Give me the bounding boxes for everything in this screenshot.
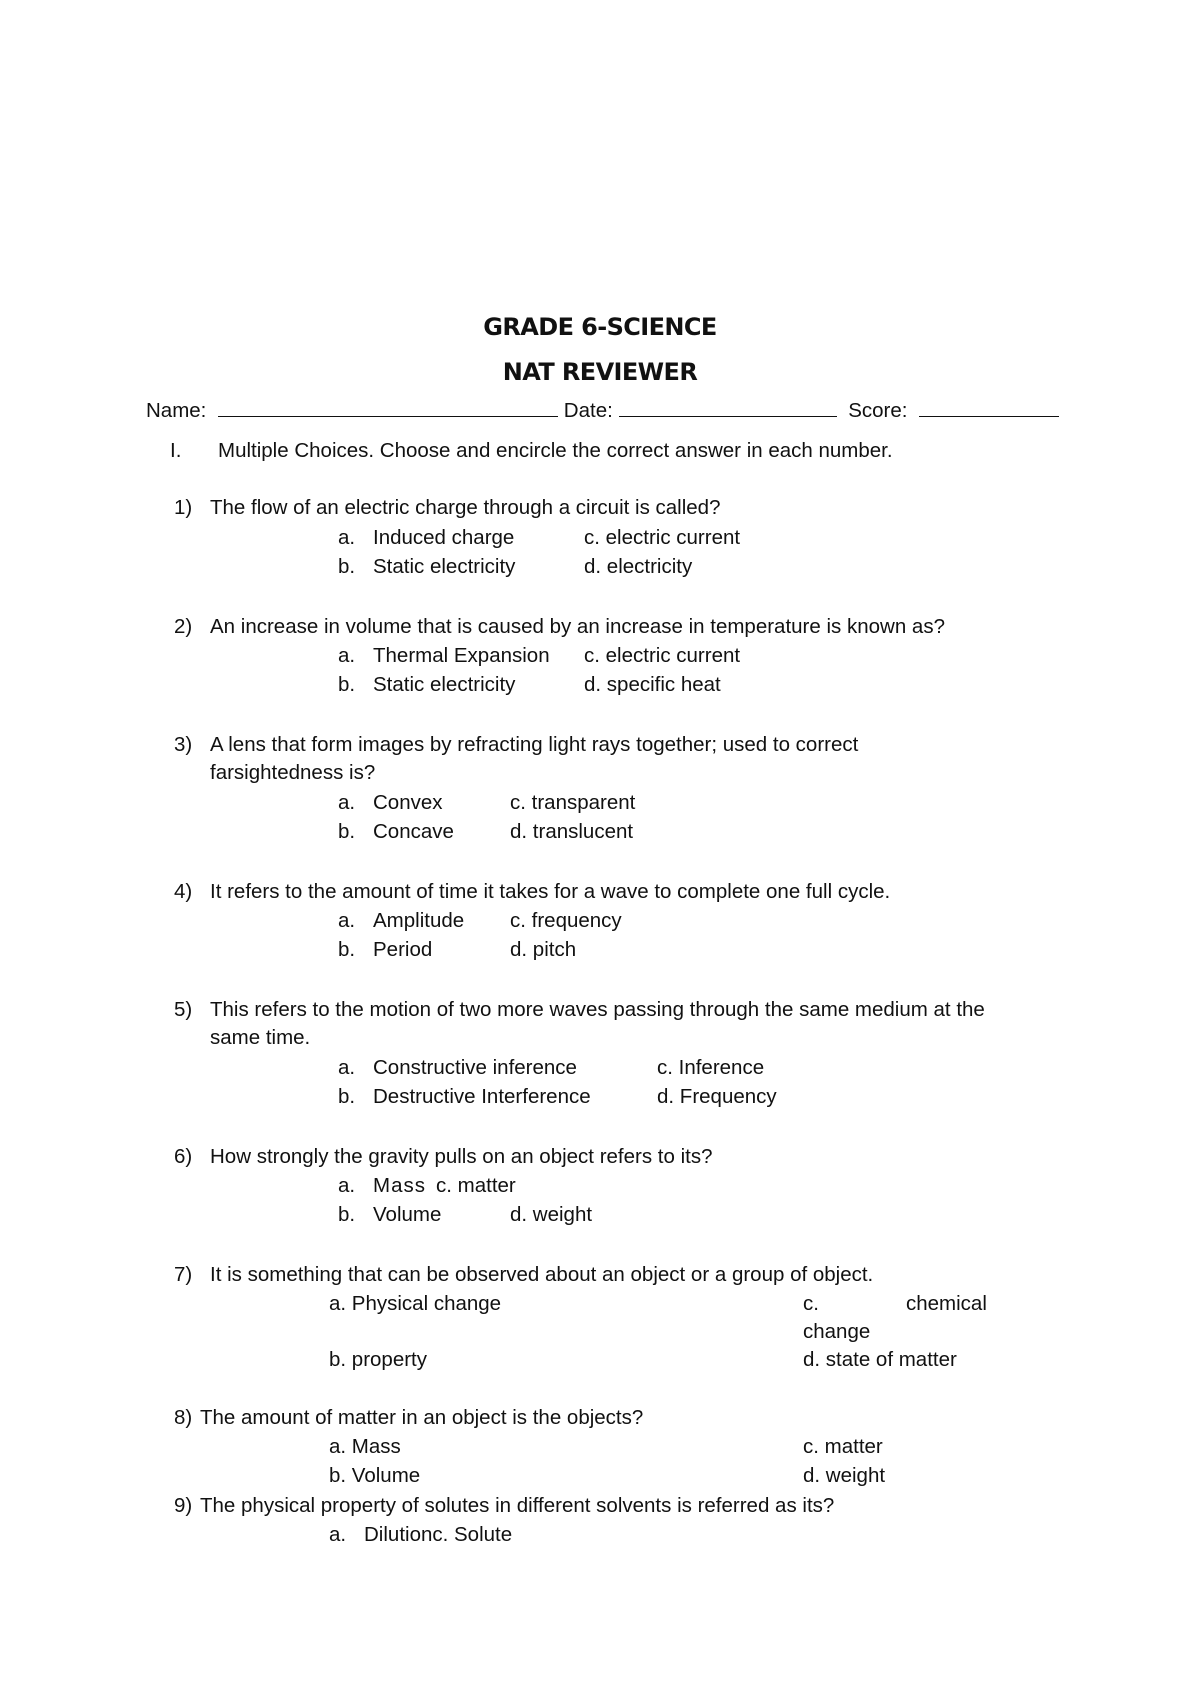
choice-letter: b. — [338, 673, 356, 696]
choice-d: d. translucent — [510, 820, 634, 843]
choice-c: c. frequency — [510, 909, 622, 932]
question-text: It is something that can be observed about an object or a group of object. — [210, 1263, 874, 1286]
choice-letter: b. — [338, 938, 356, 961]
choice-c: c. transparent — [510, 791, 636, 814]
choice-a: Amplitude — [373, 909, 465, 932]
choice-b: b. Volume — [329, 1464, 421, 1487]
choice-a: a. Mass — [329, 1435, 401, 1458]
choice-letter: c. — [803, 1292, 819, 1315]
choice-letter: a. — [338, 1056, 356, 1079]
choice-letter: a. — [338, 644, 356, 667]
question-text: It refers to the amount of time it takes for a wave to complete one full cycle. — [210, 880, 891, 903]
question-number: 9) — [174, 1494, 193, 1517]
choice-a: Mass — [373, 1174, 426, 1197]
choice-c: c. electric current — [584, 526, 741, 549]
question-number: 8) — [174, 1406, 193, 1429]
choice-c: c. matter — [803, 1435, 883, 1458]
choice-d: d. weight — [803, 1464, 886, 1487]
choice-d: d. state of matter — [803, 1348, 957, 1371]
question-text-line2: same time. — [210, 1026, 311, 1049]
question-number: 7) — [174, 1263, 193, 1286]
choice-letter: b. — [338, 1203, 356, 1226]
choice-c-line2: change — [803, 1320, 871, 1343]
document-subtitle: NAT REVIEWER — [502, 358, 698, 386]
choice-d: d. Frequency — [657, 1085, 777, 1108]
question-number: 4) — [174, 880, 193, 903]
name-label: Name: — [146, 399, 207, 422]
question-number: 1) — [174, 496, 193, 519]
choice-b: b. property — [329, 1348, 427, 1371]
choice-c: c. Inference — [657, 1056, 765, 1079]
choice-b: Static electricity — [373, 555, 516, 578]
choice-letter: a. — [329, 1523, 347, 1546]
question-text: A lens that form images by refracting light rays together; used to correct — [210, 733, 859, 756]
question-text-line2: farsightedness is? — [210, 761, 376, 784]
choice-a: a. Physical change — [329, 1292, 502, 1315]
choice-a: Induced charge — [373, 526, 515, 549]
choice-letter: b. — [338, 555, 356, 578]
question-number: 3) — [174, 733, 193, 756]
choice-d: d. weight — [510, 1203, 593, 1226]
document-title: GRADE 6-SCIENCE — [483, 313, 717, 341]
name-field-row — [146, 397, 1059, 422]
choice-a: Constructive inference — [373, 1056, 577, 1079]
choice-letter: a. — [338, 791, 356, 814]
date-blank — [619, 397, 837, 417]
question-text: The flow of an electric charge through a circuit is called? — [210, 496, 721, 519]
choice-b: Static electricity — [373, 673, 516, 696]
choice-a: Dilutionc. Solute — [364, 1523, 513, 1546]
question-number: 2) — [174, 615, 193, 638]
question-text: The physical property of solutes in different solvents is referred as its? — [200, 1494, 835, 1517]
choice-letter: b. — [338, 1085, 356, 1108]
choice-d: d. specific heat — [584, 673, 721, 696]
choice-d: d. electricity — [584, 555, 693, 578]
choice-b: Period — [373, 938, 433, 961]
section-numeral: I. — [170, 439, 182, 462]
score-blank — [919, 397, 1059, 417]
name-blank — [218, 397, 558, 417]
choice-b: Concave — [373, 820, 454, 843]
choice-a: Convex — [373, 791, 443, 814]
question-text: The amount of matter in an object is the objects? — [200, 1406, 644, 1429]
date-label: Date: — [563, 399, 613, 422]
choice-letter: a. — [338, 909, 356, 932]
question-text: An increase in volume that is caused by an increase in temperature is known as? — [210, 615, 945, 638]
choice-letter: a. — [338, 526, 356, 549]
question-text: This refers to the motion of two more waves passing through the same medium at the — [210, 998, 985, 1021]
question-number: 6) — [174, 1145, 193, 1168]
choice-c: c. matter — [436, 1174, 516, 1197]
choice-b: Volume — [373, 1203, 442, 1226]
choice-c: chemical — [906, 1292, 987, 1315]
choice-b: Destructive Interference — [373, 1085, 591, 1108]
question-text: How strongly the gravity pulls on an object refers to its? — [210, 1145, 713, 1168]
choice-d: d. pitch — [510, 938, 577, 961]
choice-a: Thermal Expansion — [373, 644, 550, 667]
question-number: 5) — [174, 998, 193, 1021]
choice-c: c. electric current — [584, 644, 741, 667]
score-label: Score: — [848, 399, 908, 422]
choice-letter: a. — [338, 1174, 356, 1197]
section-instruction: Multiple Choices. Choose and encircle the correct answer in each number. — [218, 439, 893, 462]
choice-letter: b. — [338, 820, 356, 843]
